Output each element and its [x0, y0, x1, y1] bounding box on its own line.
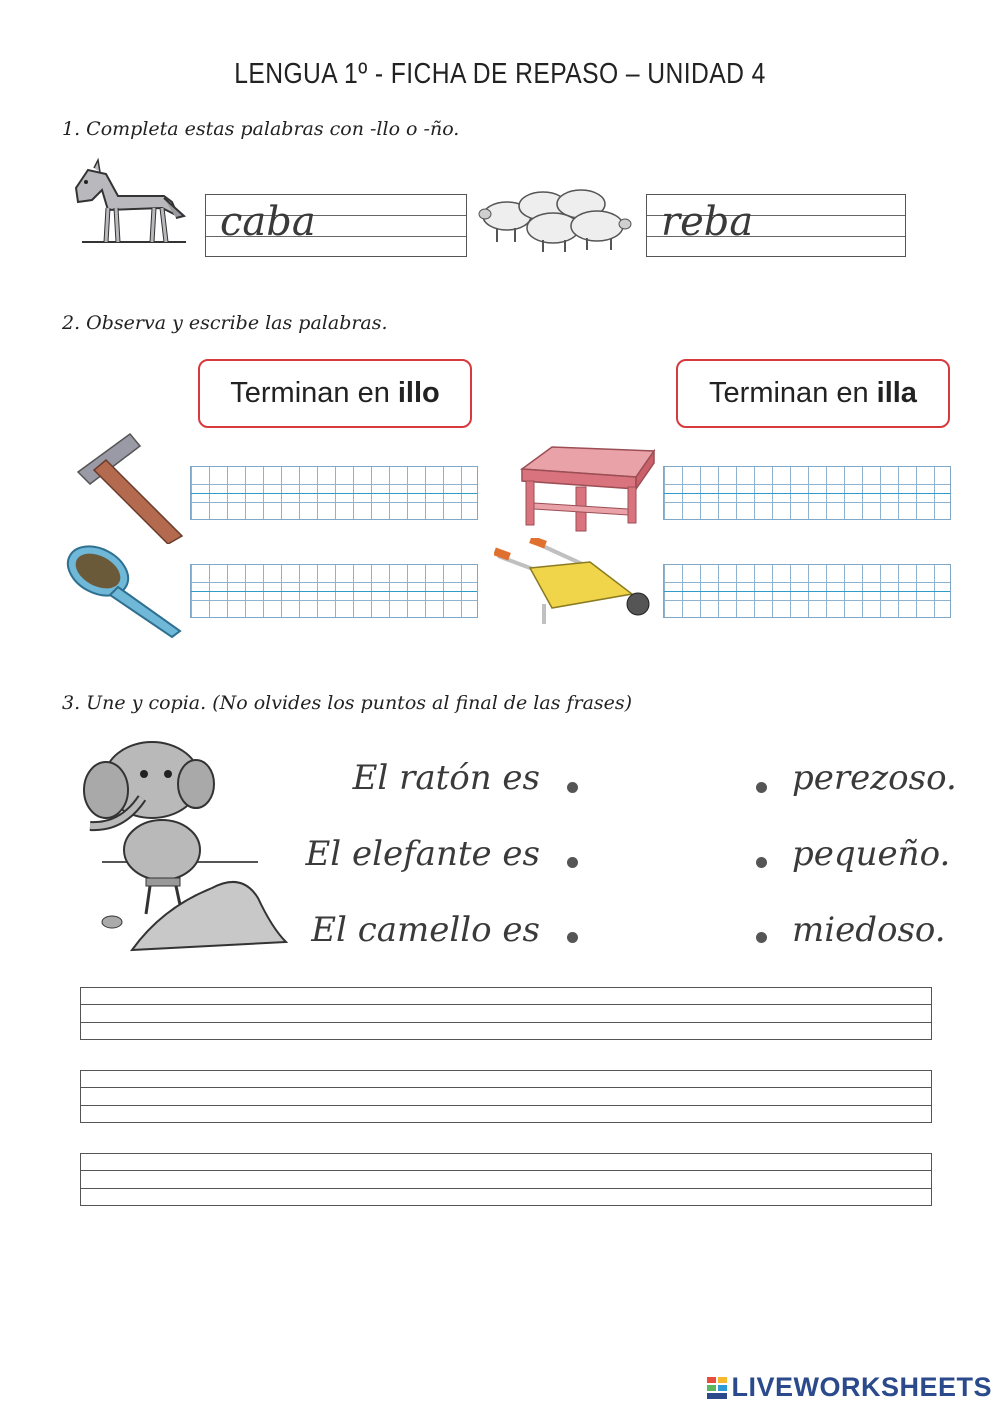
- rule-box-illo: [198, 359, 472, 428]
- match-dot-left-3[interactable]: [567, 932, 578, 943]
- sheep-flock-image: [477, 182, 635, 254]
- write-box-reba[interactable]: [646, 194, 906, 257]
- match-dot-right-2[interactable]: [756, 857, 767, 868]
- hammer-image: [70, 432, 186, 544]
- rule-box-illa-suffix: illa: [876, 377, 917, 409]
- table-image: [516, 443, 658, 533]
- horse-image: [68, 156, 190, 256]
- rule-box-illo-suffix: illo: [397, 377, 440, 409]
- sentence-elefante: El elefante es: [305, 834, 540, 874]
- wheelbarrow-image: [494, 538, 656, 630]
- brush-image: [60, 543, 184, 639]
- section3-instruction: 3. Une y copia. (No olvides los puntos al final de las frases): [62, 692, 633, 714]
- sentence-camello: El camello es: [311, 910, 540, 950]
- sentence-raton: El ratón es: [352, 758, 540, 798]
- liveworksheets-brand-text: LIVEWORKSHEETS: [731, 1372, 992, 1402]
- writing-grid-illo-2[interactable]: [190, 564, 478, 618]
- adjective-miedoso: miedoso.: [792, 910, 946, 950]
- rule-box-illa-prefix: Terminan en: [709, 377, 869, 409]
- liveworksheets-logo: [707, 1372, 992, 1403]
- write-box-caba[interactable]: [205, 194, 467, 257]
- match-dot-right-1[interactable]: [756, 782, 767, 793]
- match-dot-left-2[interactable]: [567, 857, 578, 868]
- adjective-perezoso: perezoso.: [792, 758, 957, 798]
- section1-instruction: 1. Completa estas palabras con -llo o -ño.: [62, 118, 460, 140]
- worksheet-title: LENGUA 1º - FICHA DE REPASO – UNIDAD 4: [234, 58, 766, 90]
- writing-grid-illo-1[interactable]: [190, 466, 478, 520]
- copy-line-3[interactable]: [80, 1153, 932, 1206]
- rule-box-illo-prefix: Terminan en: [230, 377, 390, 409]
- writing-grid-illa-2[interactable]: [663, 564, 951, 618]
- word-caba: caba: [220, 199, 316, 245]
- match-dot-right-3[interactable]: [756, 932, 767, 943]
- copy-line-1[interactable]: [80, 987, 932, 1040]
- liveworksheets-logo-icon: [707, 1375, 727, 1397]
- elephant-scene-image: [72, 738, 288, 966]
- section2-instruction: 2. Observa y escribe las palabras.: [62, 312, 388, 334]
- adjective-pequeno: pequeño.: [792, 834, 951, 874]
- word-reba: reba: [661, 199, 754, 245]
- copy-line-2[interactable]: [80, 1070, 932, 1123]
- match-dot-left-1[interactable]: [567, 782, 578, 793]
- rule-box-illa: [676, 359, 950, 428]
- writing-grid-illa-1[interactable]: [663, 466, 951, 520]
